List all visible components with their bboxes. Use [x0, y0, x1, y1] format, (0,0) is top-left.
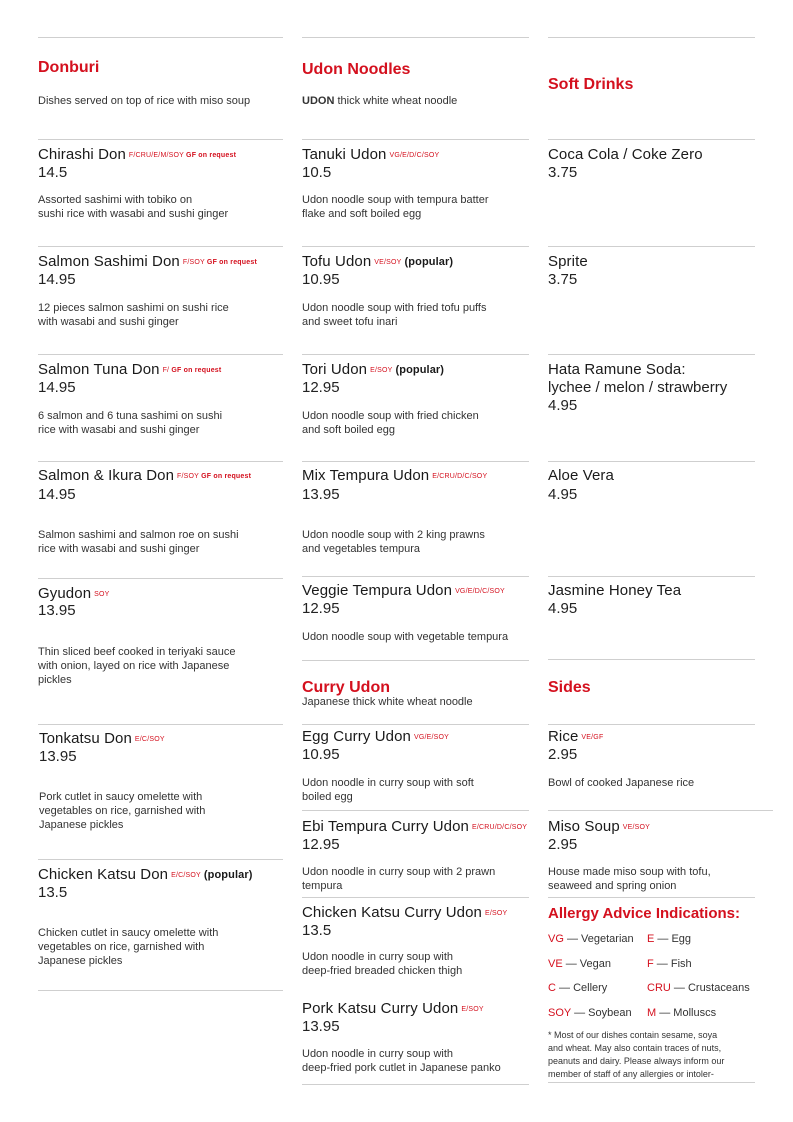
divider: [548, 246, 755, 247]
menu-item-price: 14.95: [38, 271, 76, 288]
section-intro-curry-udon: Japanese thick white wheat noodle: [302, 696, 473, 708]
section-heading-donburi: Donburi: [38, 59, 100, 76]
divider: [302, 810, 529, 811]
menu-item-price: 13.5: [302, 922, 332, 939]
popular-label: (popular): [203, 869, 253, 881]
menu-item-name: Tori Udon E/SOY (popular): [302, 361, 445, 378]
divider: [38, 578, 283, 579]
drink-price: 4.95: [548, 397, 578, 414]
menu-item-description: Udon noodle soup with 2 king prawns and vegetables tempura: [302, 529, 485, 555]
drink-name: Sprite: [548, 253, 588, 270]
drink-name: Aloe Vera: [548, 467, 614, 484]
drink-flavours: lychee / melon / strawberry: [548, 379, 728, 396]
divider: [38, 461, 283, 462]
divider: [548, 576, 755, 577]
allergen-tag: VE/SOY: [622, 824, 651, 831]
divider: [302, 660, 529, 661]
menu-item-description: Pork cutlet in saucy omelette with vegetables on rice, garnished with Japanese pickles: [39, 791, 206, 831]
menu-item-description: Udon noodle soup with tempura batter flake and soft boiled egg: [302, 194, 489, 220]
menu-item-description: Salmon sashimi and salmon roe on sushi rice with wasabi and sushi ginger: [38, 529, 239, 555]
menu-item-price: 13.95: [38, 602, 76, 619]
menu-item-description: House made miso soup with tofu, seaweed and spring onion: [548, 866, 711, 892]
legend-item: VG — Vegetarian: [548, 933, 634, 945]
menu-item-price: 12.95: [302, 600, 340, 617]
legend-item: M — Molluscs: [647, 1007, 717, 1019]
divider: [548, 37, 755, 38]
drink-name: Hata Ramune Soda:: [548, 361, 686, 378]
divider: [548, 659, 755, 660]
menu-item-description: Udon noodle soup with vegetable tempura: [302, 631, 509, 643]
drink-price: 4.95: [548, 600, 578, 617]
menu-item-name: Chirashi Don F/CRU/E/M/SOY GF on request: [38, 146, 237, 163]
menu-item-name: Rice VE/GF: [548, 728, 604, 745]
allergen-tag: E/CRU/D/C/SOY: [432, 473, 488, 480]
allergen-tag: E/SOY: [461, 1006, 484, 1013]
allergen-tag: VG/E/D/C/SOY: [389, 152, 440, 159]
menu-item-price: 10.95: [302, 271, 340, 288]
divider: [302, 724, 529, 725]
menu-item-price: 14.95: [38, 379, 76, 396]
menu-item-price: 13.5: [38, 884, 68, 901]
divider: [38, 990, 283, 991]
divider: [38, 859, 283, 860]
menu-item-price: 13.95: [39, 748, 77, 765]
divider: [302, 461, 529, 462]
divider: [38, 354, 283, 355]
divider: [548, 724, 755, 725]
menu-item-price: 14.95: [38, 486, 76, 503]
menu-item-price: 14.5: [38, 164, 68, 181]
drink-name: Jasmine Honey Tea: [548, 582, 682, 599]
menu-item-description: Udon noodle soup with fried tofu puffs and sweet tofu inari: [302, 302, 487, 328]
divider: [38, 246, 283, 247]
menu-item-name: Chicken Katsu Don E/C/SOY (popular): [38, 866, 253, 883]
allergen-tag: F/ GF on request: [162, 367, 222, 374]
menu-item-description: Udon noodle in curry soup with deep-fried breaded chicken thigh: [302, 951, 463, 977]
section-heading-allergy: Allergy Advice Indications:: [548, 905, 740, 922]
divider: [302, 246, 529, 247]
menu-item-price: 12.95: [302, 836, 340, 853]
drink-price: 3.75: [548, 271, 578, 288]
legend-item: F — Fish: [647, 958, 692, 970]
menu-item-name: Miso Soup VE/SOY: [548, 818, 651, 835]
drink-name: Coca Cola / Coke Zero: [548, 146, 703, 163]
divider: [38, 139, 283, 140]
legend-item: E — Egg: [647, 933, 692, 945]
menu-item-name: Salmon Tuna Don F/ GF on request: [38, 361, 222, 378]
divider: [548, 354, 755, 355]
menu-item-name: Egg Curry Udon VG/E/SOY: [302, 728, 450, 745]
menu-item-price: 10.5: [302, 164, 332, 181]
legend-item: VE — Vegan: [548, 958, 612, 970]
drink-price: 4.95: [548, 486, 578, 503]
menu-item-price: 2.95: [548, 746, 578, 763]
menu-item-name: Mix Tempura Udon E/CRU/D/C/SOY: [302, 467, 488, 484]
section-heading-soft-drinks: Soft Drinks: [548, 76, 634, 93]
divider: [302, 897, 529, 898]
allergen-tag: VE/GF: [581, 734, 604, 741]
section-intro-udon: UDON thick white wheat noodle: [302, 95, 458, 107]
allergen-tag: SOY: [94, 591, 110, 598]
allergen-tag: VE/SOY: [374, 259, 402, 266]
legend-item: SOY — Soybean: [548, 1007, 632, 1019]
divider: [302, 354, 529, 355]
menu-item-name: Tanuki Udon VG/E/D/C/SOY: [302, 146, 440, 163]
menu-item-description: Assorted sashimi with tobiko on sushi rice with wasabi and sushi ginger: [38, 194, 229, 220]
menu-item-name: Tonkatsu Don E/C/SOY: [39, 730, 165, 747]
divider: [38, 724, 283, 725]
menu-item-description: Udon noodle in curry soup with soft boiled egg: [302, 777, 474, 803]
menu-item-name: Salmon & Ikura Don F/SOY GF on request: [38, 467, 252, 484]
divider: [548, 810, 773, 811]
menu-item-name: Veggie Tempura Udon VG/E/D/C/SOY: [302, 582, 505, 599]
menu-item-description: Udon noodle in curry soup with deep-fried pork cutlet in Japanese panko: [302, 1048, 501, 1074]
drink-price: 3.75: [548, 164, 578, 181]
divider: [548, 1082, 755, 1083]
allergen-tag: VG/E/SOY: [413, 734, 450, 741]
section-heading-sides: Sides: [548, 679, 591, 696]
menu-item-price: 13.95: [302, 1018, 340, 1035]
menu-item-description: Udon noodle soup with fried chicken and soft boiled egg: [302, 410, 479, 436]
section-heading-udon: Udon Noodles: [302, 61, 411, 78]
popular-label: (popular): [404, 256, 454, 268]
menu-item-name: Tofu Udon VE/SOY (popular): [302, 253, 454, 270]
menu-item-name: Pork Katsu Curry Udon E/SOY: [302, 1000, 484, 1017]
divider: [302, 576, 529, 577]
popular-label: (popular): [395, 364, 445, 376]
menu-item-description: 12 pieces salmon sashimi on sushi rice with wasabi and sushi ginger: [38, 302, 229, 328]
legend-item: CRU — Crustaceans: [647, 982, 750, 994]
menu-item-price: 13.95: [302, 486, 340, 503]
allergy-note: * Most of our dishes contain sesame, soya and wheat. May also contain traces of nuts, peanuts and dairy. Please always inform our member of staff of any allergies or intoler-: [548, 1030, 725, 1079]
menu-item-name: Chicken Katsu Curry Udon E/SOY: [302, 904, 508, 921]
divider: [548, 139, 755, 140]
allergen-tag: E/SOY: [370, 367, 393, 374]
divider: [302, 1084, 529, 1085]
menu-item-name: Salmon Sashimi Don F/SOY GF on request: [38, 253, 257, 270]
menu-item-price: 10.95: [302, 746, 340, 763]
section-intro-donburi: Dishes served on top of rice with miso soup: [38, 95, 251, 107]
menu-item-description: Chicken cutlet in saucy omelette with vegetables on rice, garnished with Japanese pickles: [38, 927, 219, 967]
menu-item-name: Ebi Tempura Curry Udon E/CRU/D/C/SOY: [302, 818, 528, 835]
allergen-tag: F/SOY GF on request: [182, 259, 257, 266]
divider: [302, 139, 529, 140]
allergen-tag: E/C/SOY: [134, 736, 165, 743]
divider: [548, 897, 755, 898]
legend-item: C — Cellery: [548, 982, 608, 994]
menu-item-description: Bowl of cooked Japanese rice: [548, 777, 695, 789]
divider: [302, 37, 529, 38]
divider: [548, 461, 755, 462]
menu-item-description: 6 salmon and 6 tuna sashimi on sushi rice with wasabi and sushi ginger: [38, 410, 223, 436]
menu-item-price: 12.95: [302, 379, 340, 396]
menu-item-price: 2.95: [548, 836, 578, 853]
allergen-tag: E/CRU/D/C/SOY: [472, 824, 528, 831]
allergen-tag: F/SOY GF on request: [177, 473, 252, 480]
allergen-tag: VG/E/D/C/SOY: [455, 588, 505, 595]
section-heading-curry-udon: Curry Udon: [302, 679, 390, 696]
allergen-tag: E/SOY: [484, 910, 508, 917]
allergen-tag: E/C/SOY: [171, 872, 201, 879]
menu-item-description: Thin sliced beef cooked in teriyaki sauce with onion, layed on rice with Japanese pickles: [38, 646, 236, 686]
divider: [38, 37, 283, 38]
allergen-tag: F/CRU/E/M/SOY GF on request: [128, 152, 237, 159]
menu-item-name: Gyudon SOY: [38, 585, 110, 602]
menu-item-description: Udon noodle in curry soup with 2 prawn tempura: [302, 866, 496, 892]
